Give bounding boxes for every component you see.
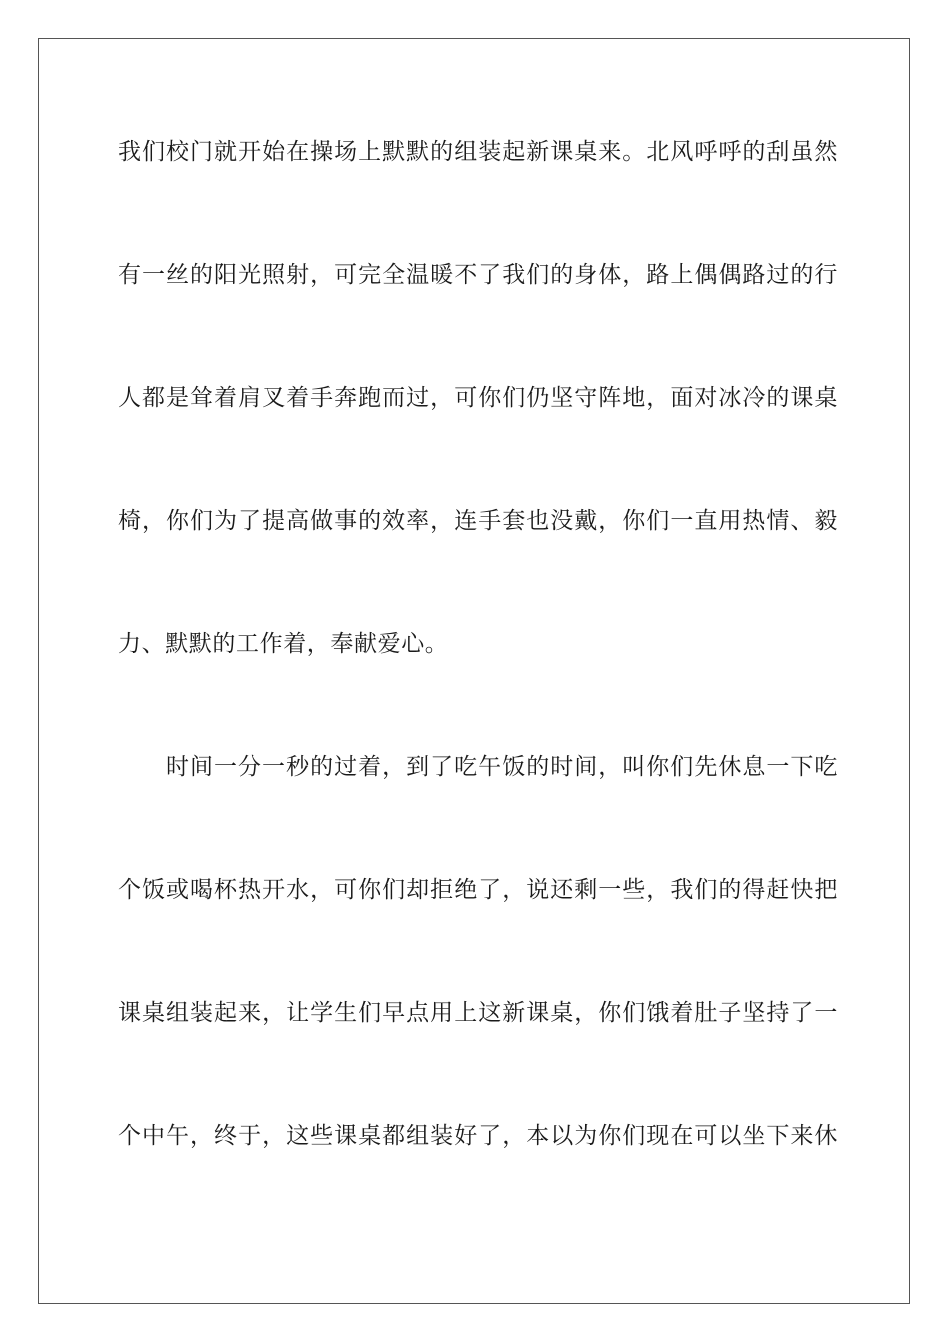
page-border xyxy=(38,38,910,1304)
paragraph-line: 课桌组装起来，让学生们早点用上这新课桌，你们饿着肚子坚持了一 xyxy=(118,1000,838,1026)
paragraph-line: 人都是耸着肩叉着手奔跑而过，可你们仍坚守阵地，面对冰冷的课桌 xyxy=(118,385,838,411)
paragraph-line: 有一丝的阳光照射，可完全温暖不了我们的身体，路上偶偶路过的行 xyxy=(118,262,838,288)
paragraph-line: 椅，你们为了提高做事的效率，连手套也没戴，你们一直用热情、毅 xyxy=(118,508,838,534)
paragraph-line-indented: 时间一分一秒的过着，到了吃午饭的时间，叫你们先休息一下吃 xyxy=(166,754,838,780)
paragraph-line: 个饭或喝杯热开水，可你们却拒绝了，说还剩一些，我们的得赶快把 xyxy=(118,877,838,903)
paragraph-line: 我们校门就开始在操场上默默的组装起新课桌来。北风呼呼的刮虽然 xyxy=(118,139,838,165)
paragraph-line: 个中午，终于，这些课桌都组装好了，本以为你们现在可以坐下来休 xyxy=(118,1123,838,1149)
paragraph-line: 力、默默的工作着，奉献爱心。 xyxy=(118,631,449,657)
